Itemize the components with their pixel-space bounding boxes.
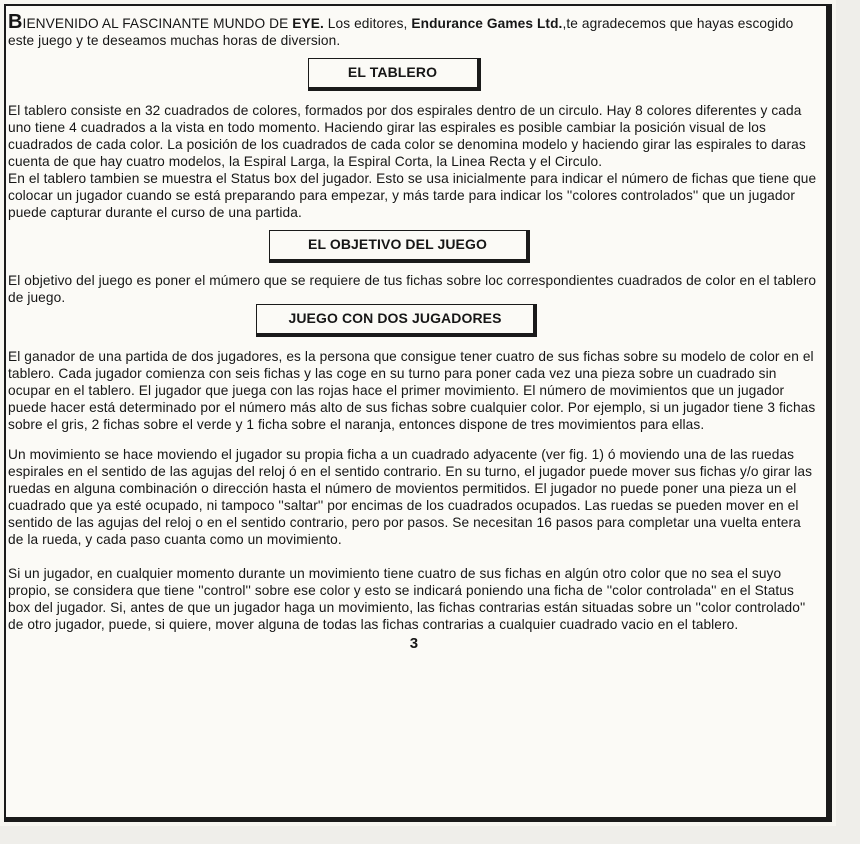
game-name: EYE. — [292, 16, 324, 31]
two-player-paragraph-2: Un movimiento se hace moviendo el jugador su propia ficha a un cuadrado adyacente (ver fig. 1) ó moviendo una de las ruedas espirales en el sentido de las agujas del reloj ó en el sentido contrario. En su turno, el jugador puede mover sus fichas y/o girar las ruedas en alguna combinación o dirección hasta el número de movientos permitidos. El jugador no puede poner una pieza un el cuadrado que ya esté ocupado, ni tampoco ''saltar'' por encimas de los cuadrados ocupados. Las ruedas se pueden mover en el sentido de las agujas del reloj o en el sentido contrario, pero por pasos. Se necesitan 16 pasos para completar una vuelta entera de la rueda, y cada paso cuanta como un movimiento. — [8, 447, 813, 547]
page-margin-bottom — [0, 826, 860, 844]
publisher-name: Endurance Games Ltd. — [411, 16, 563, 31]
board-paragraph: El tablero consiste en 32 cuadrados de colores, formados por dos espirales dentro de un circulo. Hay 8 colores diferentes y cada uno tiene 4 cuadrados a la vista en todo momento. Haciendo girar las espirales es posible cambiar la posición visual de los cuadrados de cada color. La posición de los cuadrados de cada color se denomina modelo y haciendo girar las espirales to daras cuenta de que hay cuatro modelos, la Espiral Larga, la Espiral Corta, la Linea Recta y el Circulo. — [8, 103, 806, 169]
drop-cap: B — [8, 11, 23, 33]
heading-dos-jugadores: JUEGO CON DOS JUGADORES — [256, 304, 537, 337]
heading-objetivo: EL OBJETIVO DEL JUEGO — [269, 230, 530, 263]
document-body — [8, 11, 820, 652]
intro-paragraph: BIENVENIDO AL FASCINANTE MUNDO DE EYE. Los editores, Endurance Games Ltd.,te agradecemos que hayas escogido este juego y te deseamos muchas horas de diversion. — [8, 11, 794, 48]
two-player-paragraph-3: Si un jugador, en cualquier momento durante un movimiento tiene cuatro de sus fichas en algún otro color que no sea el suyo propio, se considera que tiene ''control'' sobre ese color y esto se indicará poniendo una ficha de ''color controlada'' en el Status box del jugador. Si, antes de que un jugador haga un movimiento, las fichas contrarias están situadas sobre un ''color controlado'' de otro jugador, puede, si quiere, mover alguna de todas las fichas contrarias a cualquier cuadrado vacio en el tablero. — [8, 566, 806, 632]
heading-el-tablero: EL TABLERO — [308, 58, 481, 91]
page-number: 3 — [409, 635, 419, 652]
page-margin-right — [836, 0, 860, 844]
board-paragraph-2: En el tablero tambien se muestra el Status box del jugador. Esto se usa inicialmente para indicar el número de fichas que tiene que colocar un jugador cuando se está preparando para empezar, y más tarde para indicar los ''colores controlados'' que un jugador puede capturar durante el curso de una partida. — [8, 171, 817, 220]
two-player-paragraph-1: El ganador de una partida de dos jugadores, es la persona que consigue tener cuatro de sus fichas sobre su modelo de color en el tablero. Cada jugador comienza con seis fichas y las coge en su turno para poner cada vez una pieza sobre un cuadrado sin ocupar en el tablero. El jugador que juega con las rojas hace el primer movimiento. El número de movimientos que un jugador puede hacer está determinado por el número más alto de sus fichas sobre cualquier color. Por ejemplo, si un jugador tiene 3 fichas sobre el gris, 2 fichas sobre el verde y 1 ficha sobre el naranja, entonces dispone de tres movimientos para ellas. — [8, 349, 816, 432]
objective-paragraph: El objetivo del juego es poner el múmero que se requiere de tus fichas sobre loc correspondientes cuadrados de color en el tablero de juego. — [8, 273, 817, 305]
